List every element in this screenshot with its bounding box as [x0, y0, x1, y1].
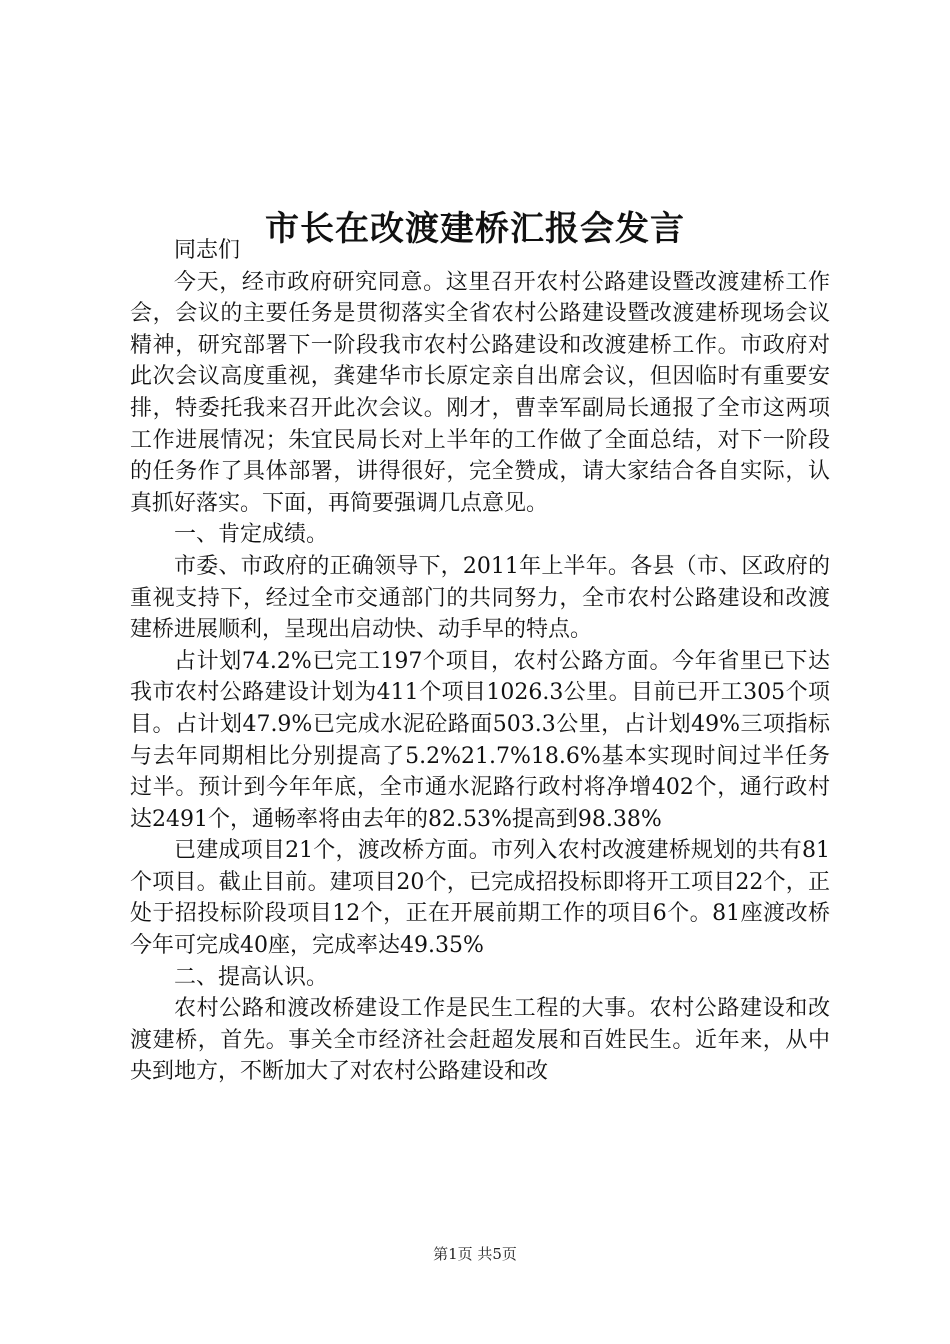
paragraph-bridges: 已建成项目21个，渡改桥方面。市列入农村改渡建桥规划的共有81个项目。截止目前。建项目20个，已完成招投标即将开工项目22个，正处于招投标阶段项目12个，正在开展前期工作的项目6个。81座渡改桥今年可完成40座，完成率达49.35% [130, 838, 830, 959]
paragraph-achievements: 市委、市政府的正确领导下，2011年上半年。各县（市、区政府的重视支持下，经过全市交通部门的共同努力，全市农村公路建设和改渡建桥进展顺利，呈现出启动快、动手早的特点。 [130, 553, 830, 643]
document-body [130, 235, 830, 1088]
document-title: 市长在改渡建桥汇报会发言 [265, 208, 685, 249]
paragraph-intro: 今天，经市政府研究同意。这里召开农村公路建设暨改渡建桥工作会，会议的主要任务是贯彻落实全省农村公路建设暨改渡建桥现场会议精神，研究部署下一阶段我市农村公路建设和改渡建桥工作。市政府对此次会议高度重视，龚建华市长原定亲自出席会议，但因临时有重要安排，特委托我来召开此次会议。刚才，曹幸军副局长通报了全市这两项工作进展情况；朱宜民局长对上半年的工作做了全面总结，对下一阶段的任务作了具体部署，讲得很好，完全赞成，请大家结合各自实际，认真抓好落实。下面，再简要强调几点意见。 [130, 269, 830, 516]
paragraph-rural-roads: 占计划74.2%已完工197个项目，农村公路方面。今年省里已下达我市农村公路建设计划为411个项目1026.3公里。目前已开工305个项目。占计划47.9%已完成水泥砼路面503.3公里，占计划49%三项指标与去年同期相比分别提高了5.2%21.7%18.6%基本实现时间过半任务过半。预计到今年年底，全市通水泥路行政村将净增402个，通行政村达2491个，通畅率将由去年的82.53%提高到98.38% [130, 648, 830, 832]
section-heading-2: 二、提高认识。 [174, 964, 329, 990]
section-heading-1: 一、肯定成绩。 [174, 522, 329, 548]
salutation: 同志们 [174, 238, 241, 263]
page-footer: 第1页 共5页 [433, 1245, 517, 1263]
paragraph-awareness: 农村公路和渡改桥建设工作是民生工程的大事。农村公路建设和改渡建桥，首先。事关全市经济社会赶超发展和百姓民生。近年来，从中央到地方，不断加大了对农村公路建设和改 [130, 996, 830, 1085]
